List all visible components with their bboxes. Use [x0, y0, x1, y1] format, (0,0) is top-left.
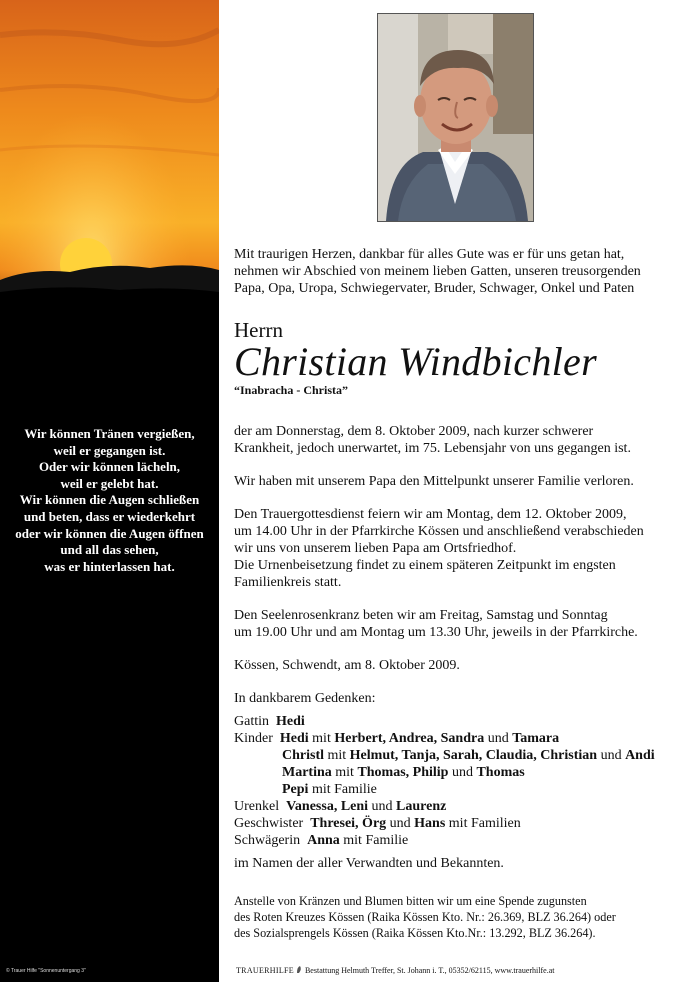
family-label: Urenkel [234, 799, 280, 814]
rosary-line: Den Seelenrosenkranz beten wir am Freitag, Samstag und Sonntag [234, 608, 608, 623]
poem-line: weil er gegangen ist. [53, 442, 166, 458]
family-text: mit Familien [445, 816, 521, 831]
family-text: und [386, 816, 415, 831]
family-text: mit Familie [308, 782, 377, 797]
family-label: Geschwister [234, 816, 304, 831]
family-label: Gattin [234, 714, 269, 729]
intro-line: nehmen wir Abschied von meinem lieben Gatten, unseren treusorgenden [234, 264, 641, 279]
footer-text: Bestattung Helmuth Treffer, St. Johann i. T., 05352/62115, www.trauerhilfe.at [304, 966, 555, 975]
left-panel [0, 0, 219, 982]
family-name: Hedi [279, 731, 309, 746]
relatives-line: im Namen der aller Verwandten und Bekannten. [234, 856, 504, 871]
family-kinder [234, 731, 559, 748]
family-text: und [597, 748, 626, 763]
family-name: Christl [282, 748, 324, 763]
intro-line: Mit traurigen Herzen, dankbar für alles Gute was er für uns getan hat, [234, 247, 625, 262]
family-loss-line: Wir haben mit unserem Papa den Mittelpunkt unserer Familie verloren. [234, 474, 634, 489]
footer-brand: TRAUERHILFE [236, 966, 294, 975]
donation-line: Anstelle von Kränzen und Blumen bitten wir um eine Spende zugunsten [234, 894, 587, 908]
donation-note [234, 893, 616, 941]
family-kinder-row [282, 765, 525, 782]
poem-line: oder wir können die Augen öffnen [15, 525, 204, 541]
family-text: mit Familie [339, 833, 409, 848]
family-name: Andi [625, 748, 655, 763]
family-name: Martina [282, 765, 332, 780]
service-line: Den Trauergottesdienst feiern wir am Montag, dem 12. Oktober 2009, [234, 507, 627, 522]
nickname: “Inabracha - Christa” [234, 383, 349, 397]
service-line: um 14.00 Uhr in der Pfarrkirche Kössen und anschließend verabschieden [234, 524, 644, 539]
family-name: Laurenz [396, 799, 447, 814]
family-text: mit [331, 765, 358, 780]
family-name: Pepi [282, 782, 309, 797]
deceased-name: Christian Windbichler [234, 339, 597, 384]
donation-line: des Sozialsprengels Kössen (Raika Kössen Kto.Nr.: 13.292, BLZ 36.264). [234, 926, 596, 940]
donation-line: des Roten Kreuzes Kössen (Raika Kössen Kto. Nr.: 26.369, BLZ 36.264) oder [234, 910, 616, 924]
family-schwaegerin [234, 833, 408, 850]
family-kinder-row [282, 748, 655, 765]
family-name: Vanessa, Leni [286, 799, 369, 814]
family-text: mit [308, 731, 335, 746]
family-name: Thomas, Philip [357, 765, 449, 780]
family-text: und [484, 731, 513, 746]
trauerhilfe-logo-icon [296, 965, 303, 974]
service-line: Die Urnenbeisetzung findet zu einem späteren Zeitpunkt im engsten [234, 558, 616, 573]
footer [236, 965, 554, 975]
death-line: Krankheit, jedoch unerwartet, im 75. Lebensjahr von uns gegangen ist. [234, 441, 631, 456]
family-text: und [368, 799, 397, 814]
poem-line: und all das sehen, [60, 542, 159, 558]
family-label: Schwägerin [234, 833, 301, 848]
family-gattin [234, 714, 305, 731]
service-line: Familienkreis statt. [234, 575, 342, 590]
family-text: und [448, 765, 477, 780]
family-urenkel [234, 799, 446, 816]
poem-line: weil er gelebt hat. [60, 475, 159, 491]
family-geschwister [234, 816, 521, 833]
rosary-line: um 19.00 Uhr und am Montag um 13.30 Uhr, jeweils in der Pfarrkirche. [234, 625, 638, 640]
family-label: Kinder [234, 731, 273, 746]
portrait-photo [377, 13, 534, 222]
family-kinder-row [282, 782, 377, 799]
service-line: wir uns von unserem lieben Papa am Ortsfriedhof. [234, 541, 517, 556]
sunset-image [0, 0, 219, 318]
family-name: Thomas [476, 765, 525, 780]
poem-line: Wir können die Augen schließen [19, 492, 200, 508]
family-name: Hans [414, 816, 446, 831]
place-date: Kössen, Schwendt, am 8. Oktober 2009. [234, 658, 460, 673]
image-credit: © Trauer Hilfe "Sonnenuntergang 3" [6, 968, 86, 974]
poem-line: was er hinterlassen hat. [44, 558, 175, 574]
salutation: Herrn [234, 318, 283, 342]
family-text: mit [324, 748, 350, 763]
family-name: Helmut, Tanja, Sarah, Claudia, Christian [349, 748, 598, 763]
family-name: Herbert, Andrea, Sandra [334, 731, 485, 746]
family-name: Anna [307, 833, 340, 848]
family-name: Hedi [276, 714, 305, 729]
poem-line: Wir können Tränen vergießen, [24, 426, 195, 441]
poem [0, 426, 219, 575]
poem-line: und beten, dass er wiederkehrt [23, 508, 196, 524]
grateful-line: In dankbarem Gedenken: [234, 691, 376, 706]
family-name: Tamara [512, 731, 560, 746]
family-name: Thresei, Örg [310, 816, 387, 831]
poem-line: Oder wir können lächeln, [38, 459, 181, 475]
intro-line: Papa, Opa, Uropa, Schwiegervater, Bruder, Schwager, Onkel und Paten [234, 281, 635, 296]
death-line: der am Donnerstag, dem 8. Oktober 2009, nach kurzer schwerer [234, 424, 594, 439]
